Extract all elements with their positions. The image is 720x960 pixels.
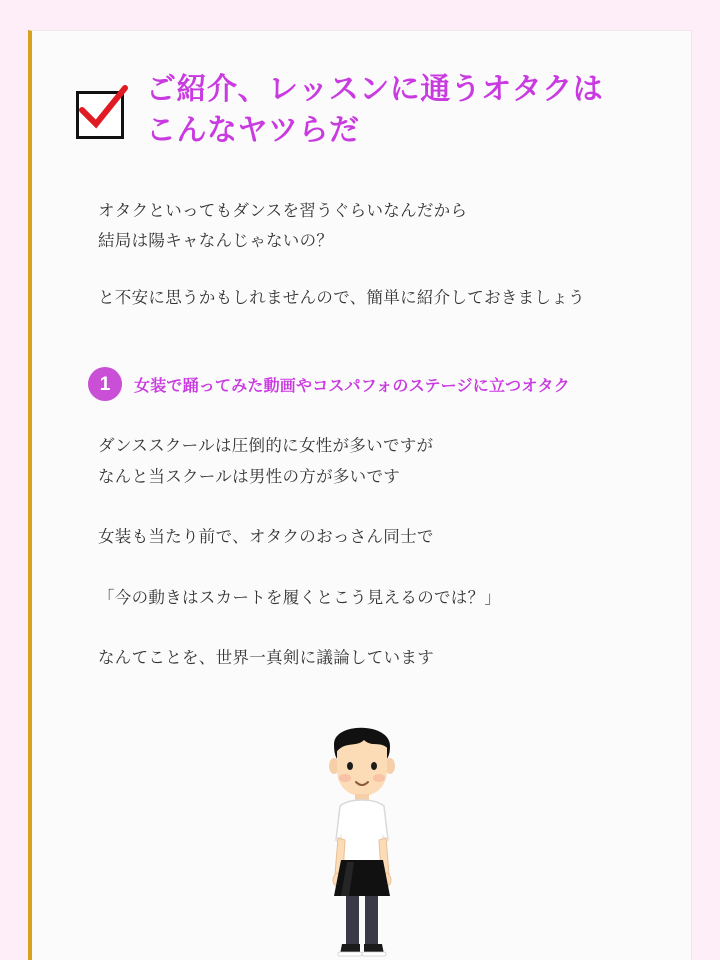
intro-paragraph-1: [98, 196, 657, 257]
section-heading-label: 女装で踊ってみた動画やコスパフォのステージに立つオタク: [134, 377, 570, 395]
intro-line-1: オタクといってもダンスを習うぐらいなんだから: [98, 201, 468, 220]
section-heading-row: [32, 367, 691, 401]
section-p1-line-2: なんと当スクールは男性の方が多いです: [98, 467, 401, 486]
section-paragraph-3: 「今の動きはスカートを履くとこう見えるのでは？」: [98, 588, 502, 607]
page-title-line-2: こんなヤツらだ: [146, 114, 360, 148]
intro-block: [32, 196, 691, 314]
page-title-line-1: ご紹介、レッスンに通うオタクは: [146, 73, 604, 106]
intro-line-3: と不安に思うかもしれませんので、簡単に紹介しておきましょう: [98, 288, 585, 307]
section-paragraph-4: なんてことを、世界一真剣に議論しています: [98, 649, 434, 668]
section-number-badge: 1: [88, 367, 122, 401]
section-p1-line-1: ダンススクールは圧倒的に女性が多いですが: [98, 437, 434, 456]
section-body: [32, 431, 691, 674]
intro-paragraph-2: [98, 283, 657, 314]
man-in-skirt-illustration: [302, 710, 422, 960]
page-title: [146, 69, 603, 152]
checkbox-checked-icon: [76, 91, 124, 139]
document-page: [28, 30, 692, 960]
intro-line-2: 結局は陽キャなんじゃないの？: [98, 232, 334, 251]
section-paragraph-1: [98, 431, 657, 492]
page-header: [32, 31, 691, 152]
illustration-container: [32, 710, 691, 960]
section-paragraph-2: 女装も当たり前で、オタクのおっさん同士で: [98, 528, 434, 547]
